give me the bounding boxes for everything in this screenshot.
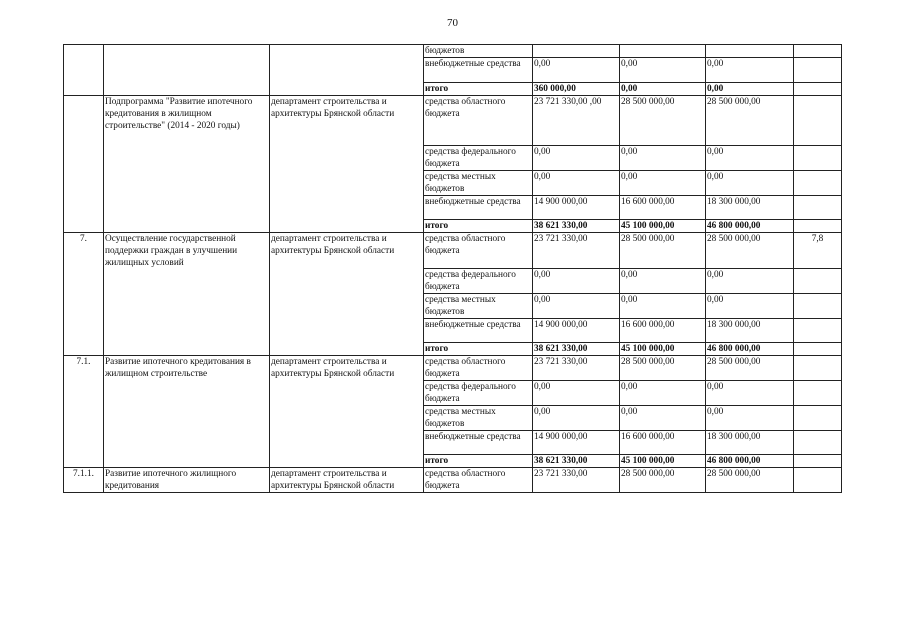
target-indicator-cell bbox=[794, 146, 842, 171]
amount-2015-cell: 0,00 bbox=[620, 294, 706, 319]
funding-source-cell: средства федерального бюджета bbox=[424, 381, 533, 406]
amount-2016-cell: 46 800 000,00 bbox=[706, 220, 794, 233]
amount-2015-cell: 45 100 000,00 bbox=[620, 455, 706, 468]
funding-source-cell: средства федерального бюджета bbox=[424, 269, 533, 294]
funding-source-cell: итого bbox=[424, 343, 533, 356]
funding-source-cell: средства местных бюджетов bbox=[424, 294, 533, 319]
amount-2014-cell: 23 721 330,00 bbox=[533, 468, 620, 493]
amount-2014-cell: 23 721 330,00 bbox=[533, 356, 620, 381]
target-indicator-cell bbox=[794, 220, 842, 233]
row-number-cell: 7.1. bbox=[64, 356, 104, 468]
amount-2014-cell: 0,00 bbox=[533, 146, 620, 171]
target-indicator-cell bbox=[794, 196, 842, 220]
amount-2014-cell: 14 900 000,00 bbox=[533, 319, 620, 343]
amount-2015-cell bbox=[620, 45, 706, 58]
target-indicator-cell bbox=[794, 294, 842, 319]
funding-source-cell: итого bbox=[424, 220, 533, 233]
amount-2015-cell: 28 500 000,00 bbox=[620, 356, 706, 381]
target-indicator-cell bbox=[794, 319, 842, 343]
amount-2016-cell: 28 500 000,00 bbox=[706, 96, 794, 146]
row-number-cell: 7.1.1. bbox=[64, 468, 104, 493]
amount-2014-cell: 14 900 000,00 bbox=[533, 196, 620, 220]
target-indicator-cell bbox=[794, 171, 842, 196]
target-indicator-cell bbox=[794, 455, 842, 468]
funding-source-cell: бюджетов bbox=[424, 45, 533, 58]
amount-2015-cell: 45 100 000,00 bbox=[620, 220, 706, 233]
target-indicator-cell bbox=[794, 381, 842, 406]
amount-2014-cell: 38 621 330,00 bbox=[533, 343, 620, 356]
funding-source-cell: средства федерального бюджета bbox=[424, 146, 533, 171]
amount-2016-cell: 0,00 bbox=[706, 406, 794, 431]
funding-source-cell: внебюджетные средства bbox=[424, 58, 533, 83]
amount-2014-cell: 0,00 bbox=[533, 58, 620, 83]
amount-2016-cell: 0,00 bbox=[706, 381, 794, 406]
budget-table bbox=[63, 44, 842, 493]
event-name-cell bbox=[104, 45, 270, 96]
amount-2016-cell: 0,00 bbox=[706, 294, 794, 319]
amount-2014-cell: 23 721 330,00 ,00 bbox=[533, 96, 620, 146]
target-indicator-cell bbox=[794, 45, 842, 58]
funding-source-cell: средства областного бюджета bbox=[424, 233, 533, 269]
funding-source-cell: средства областного бюджета bbox=[424, 468, 533, 493]
funding-source-cell: средства местных бюджетов bbox=[424, 406, 533, 431]
amount-2015-cell: 16 600 000,00 bbox=[620, 319, 706, 343]
executor-cell: департамент строительства и архитектуры Брянской области bbox=[270, 356, 424, 468]
funding-source-cell: итого bbox=[424, 455, 533, 468]
funding-source-cell: средства местных бюджетов bbox=[424, 171, 533, 196]
amount-2016-cell: 0,00 bbox=[706, 58, 794, 83]
funding-source-cell: внебюджетные средства bbox=[424, 431, 533, 455]
amount-2015-cell: 0,00 bbox=[620, 83, 706, 96]
amount-2014-cell: 0,00 bbox=[533, 171, 620, 196]
target-indicator-cell bbox=[794, 468, 842, 493]
amount-2014-cell: 0,00 bbox=[533, 406, 620, 431]
target-indicator-cell bbox=[794, 356, 842, 381]
amount-2016-cell: 0,00 bbox=[706, 146, 794, 171]
table-row bbox=[64, 45, 842, 58]
amount-2015-cell: 28 500 000,00 bbox=[620, 233, 706, 269]
row-number-cell: 7. bbox=[64, 233, 104, 356]
executor-cell bbox=[270, 45, 424, 96]
amount-2015-cell: 0,00 bbox=[620, 381, 706, 406]
amount-2016-cell: 28 500 000,00 bbox=[706, 233, 794, 269]
amount-2016-cell bbox=[706, 45, 794, 58]
amount-2014-cell: 23 721 330,00 bbox=[533, 233, 620, 269]
event-name-cell: Осуществление государственной поддержки граждан в улучшении жилищных условий bbox=[104, 233, 270, 356]
event-name-cell: Развитие ипотечного жилищного кредитования bbox=[104, 468, 270, 493]
amount-2015-cell: 0,00 bbox=[620, 269, 706, 294]
target-indicator-cell bbox=[794, 431, 842, 455]
table-row bbox=[64, 233, 842, 269]
amount-2016-cell: 18 300 000,00 bbox=[706, 319, 794, 343]
amount-2016-cell: 18 300 000,00 bbox=[706, 431, 794, 455]
funding-source-cell: внебюджетные средства bbox=[424, 319, 533, 343]
executor-cell: департамент строительства и архитектуры Брянской области bbox=[270, 233, 424, 356]
target-indicator-cell bbox=[794, 58, 842, 83]
amount-2015-cell: 28 500 000,00 bbox=[620, 96, 706, 146]
amount-2016-cell: 0,00 bbox=[706, 83, 794, 96]
table-row bbox=[64, 468, 842, 493]
amount-2014-cell bbox=[533, 45, 620, 58]
target-indicator-cell bbox=[794, 406, 842, 431]
executor-cell: департамент строительства и архитектуры Брянской области bbox=[270, 468, 424, 493]
amount-2014-cell: 0,00 bbox=[533, 294, 620, 319]
amount-2016-cell: 28 500 000,00 bbox=[706, 468, 794, 493]
amount-2016-cell: 0,00 bbox=[706, 269, 794, 294]
amount-2014-cell: 0,00 bbox=[533, 381, 620, 406]
target-indicator-cell bbox=[794, 83, 842, 96]
amount-2015-cell: 28 500 000,00 bbox=[620, 468, 706, 493]
row-number-cell bbox=[64, 45, 104, 96]
amount-2016-cell: 28 500 000,00 bbox=[706, 356, 794, 381]
amount-2015-cell: 0,00 bbox=[620, 58, 706, 83]
amount-2016-cell: 46 800 000,00 bbox=[706, 455, 794, 468]
amount-2015-cell: 0,00 bbox=[620, 146, 706, 171]
event-name-cell: Подпрограмма "Развитие ипотечного кредитования в жилищном строительстве" (2014 - 2020 годы) bbox=[104, 96, 270, 233]
funding-source-cell: итого bbox=[424, 83, 533, 96]
amount-2014-cell: 0,00 bbox=[533, 269, 620, 294]
amount-2016-cell: 0,00 bbox=[706, 171, 794, 196]
event-name-cell: Развитие ипотечного кредитования в жилищном строительстве bbox=[104, 356, 270, 468]
executor-cell: департамент строительства и архитектуры Брянской области bbox=[270, 96, 424, 233]
funding-source-cell: средства областного бюджета bbox=[424, 96, 533, 146]
row-number-cell bbox=[64, 96, 104, 233]
amount-2015-cell: 45 100 000,00 bbox=[620, 343, 706, 356]
amount-2014-cell: 360 000,00 bbox=[533, 83, 620, 96]
target-indicator-cell bbox=[794, 96, 842, 146]
table-row bbox=[64, 96, 842, 146]
page-number: 70 bbox=[447, 17, 458, 29]
amount-2015-cell: 16 600 000,00 bbox=[620, 431, 706, 455]
funding-source-cell: внебюджетные средства bbox=[424, 196, 533, 220]
amount-2016-cell: 46 800 000,00 bbox=[706, 343, 794, 356]
funding-source-cell: средства областного бюджета bbox=[424, 356, 533, 381]
target-indicator-cell bbox=[794, 269, 842, 294]
table-row bbox=[64, 356, 842, 381]
amount-2016-cell: 18 300 000,00 bbox=[706, 196, 794, 220]
amount-2015-cell: 0,00 bbox=[620, 171, 706, 196]
amount-2015-cell: 16 600 000,00 bbox=[620, 196, 706, 220]
amount-2014-cell: 14 900 000,00 bbox=[533, 431, 620, 455]
amount-2014-cell: 38 621 330,00 bbox=[533, 455, 620, 468]
amount-2014-cell: 38 621 330,00 bbox=[533, 220, 620, 233]
target-indicator-cell bbox=[794, 343, 842, 356]
amount-2015-cell: 0,00 bbox=[620, 406, 706, 431]
target-indicator-cell: 7,8 bbox=[794, 233, 842, 269]
